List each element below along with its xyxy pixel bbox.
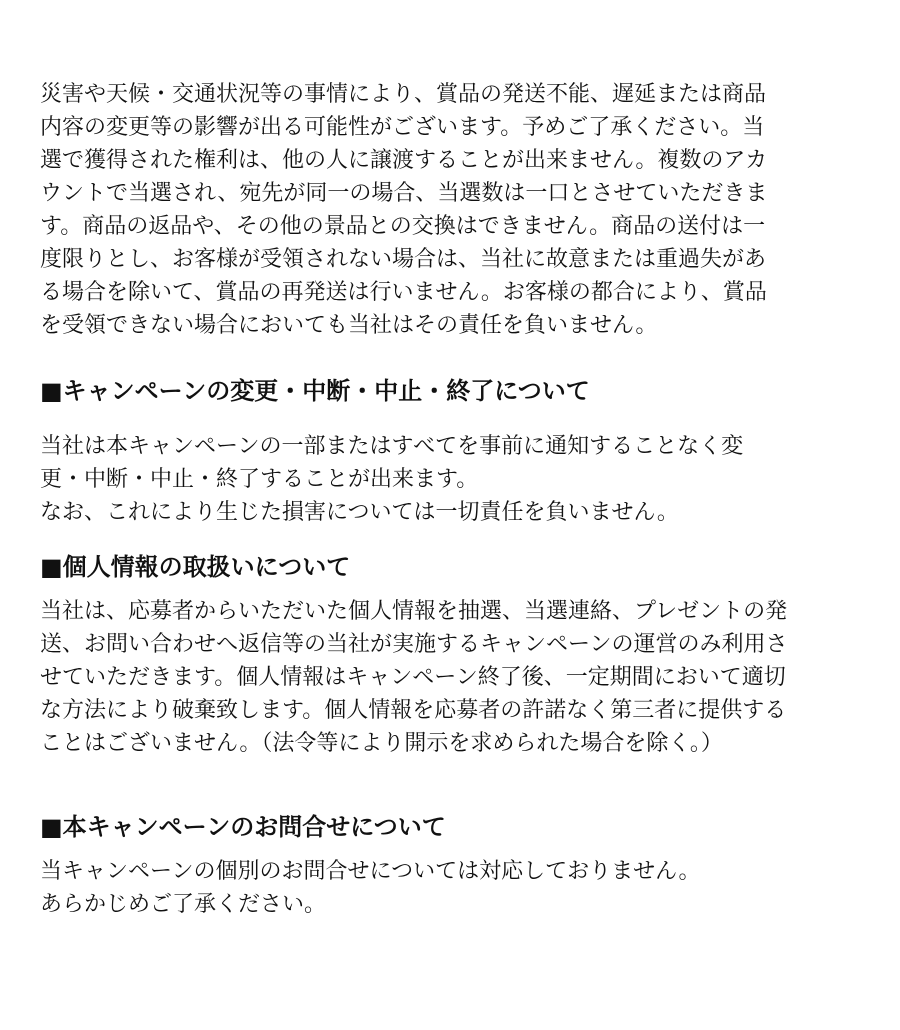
privacy-paragraph: 当社は、応募者からいただいた個人情報を抽選、当選連絡、プレゼントの発 送、お問い合わせへ返信等の当社が実施するキャンペーンの運営のみ利用さ せていただきます。個人情報はキャンペーン終了後、一定期間において適切 な方法により破棄致します。個人情報を応募者の許諾なく第三者に提供する ことはございません。（法令等により開示を求められた場合を除く。）	[40, 599, 788, 756]
privacy-heading: ■個人情報の取扱いについて	[40, 553, 351, 581]
campaign-change-heading: ■キャンペーンの変更・中断・中止・終了について	[40, 377, 590, 405]
campaign-change-paragraph: 当社は本キャンペーンの一部またはすべてを事前に通知することなく変 更・中断・中止・終了することが出来ます。 なお、これにより生じた損害については一切責任を負いません。	[40, 434, 744, 525]
contact-heading: ■本キャンペーンのお問合せについて	[40, 813, 446, 841]
contact-paragraph: 当キャンペーンの個別のお問合せについては対応しておりません。 あらかじめご了承ください。	[40, 859, 701, 917]
prize-notice-paragraph: 災害や天候・交通状況等の事情により、賞品の発送不能、遅延または商品 内容の変更等の影響が出る可能性がございます。予めご了承ください。当 選で獲得された権利は、他の人に譲渡することが出来ません。複数のアカ ウントで当選され、宛先が同一の場合、当選数は一口とさせていただきま す。商品の返品や、その他の景品との交換はできません。商品の送付は一 度限りとし、お客様が受領されない場合は、当社に故意または重過失があ る場合を除いて、賞品の再発送は行いません。お客様の都合により、賞品 を受領できない場合においても当社はその責任を負いません。	[40, 82, 768, 338]
